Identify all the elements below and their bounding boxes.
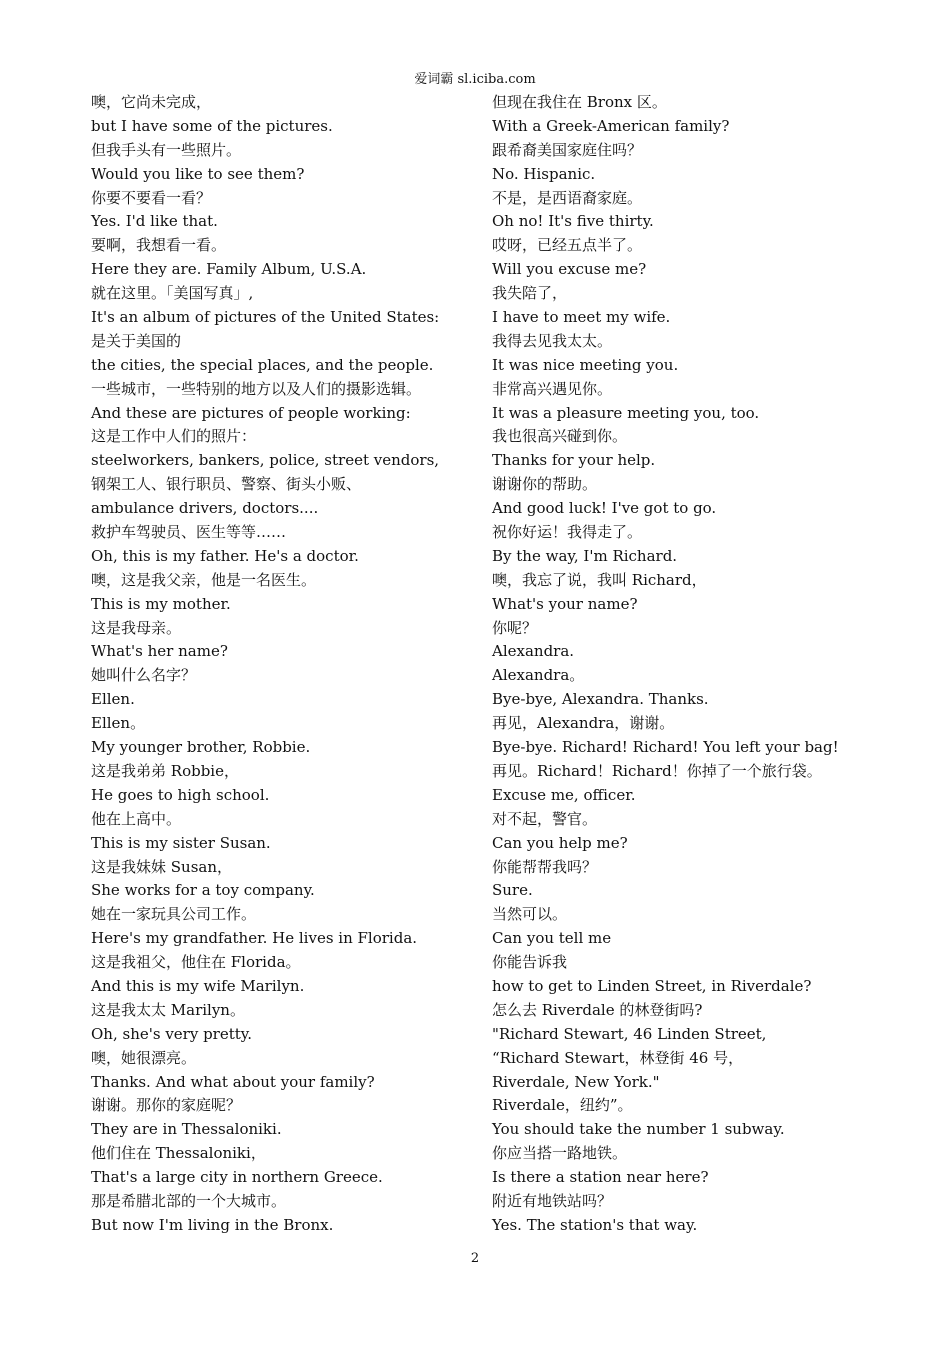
text-line: "Richard Stewart, 46 Linden Street, (492, 1024, 767, 1043)
text-line: I have to meet my wife. (492, 308, 671, 327)
text-line: 噢，她很漂亮。 (91, 1048, 197, 1067)
text-line: 噢，这是我父亲，他是一名医生。 (91, 570, 317, 589)
text-line: 我得去见我太太。 (492, 331, 613, 350)
right-column (492, 91, 912, 1238)
text-line: Thanks. And what about your family? (91, 1072, 375, 1091)
text-line: how to get to Linden Street, in Riverdale? (492, 976, 812, 995)
text-line: 他们住在 Thessaloniki， (91, 1144, 266, 1163)
text-line: 救护车驾驶员、医生等等…… (91, 523, 287, 542)
text-line: 他在上高中。 (91, 809, 182, 828)
text-line: Bye-bye. Richard! Richard! You left your bag! (492, 738, 839, 757)
text-line: Riverdale, New York." (492, 1072, 660, 1091)
text-line: Bye-bye, Alexandra. Thanks. (492, 690, 709, 709)
text-line: 哎呀，已经五点半了。 (492, 236, 643, 255)
text-line: What's her name? (91, 642, 228, 661)
text-line: 你应当搭一路地铁。 (492, 1144, 628, 1163)
text-line: It's an album of pictures of the United States: (91, 308, 440, 327)
text-line: Oh, this is my father. He's a doctor. (91, 546, 359, 565)
text-line: 你要不要看一看？ (91, 188, 212, 207)
text-line: 附近有地铁站吗？ (492, 1191, 613, 1210)
text-line: She works for a toy company. (91, 881, 315, 900)
text-line: 谢谢。那你的家庭呢？ (91, 1096, 242, 1115)
text-line: Ellen。 (91, 714, 146, 733)
text-line: Here's my grandfather. He lives in Florida. (91, 929, 418, 948)
text-line: ambulance drivers, doctors.... (91, 499, 319, 518)
text-line: Riverdale，纽约”。 (492, 1096, 633, 1115)
text-line: And this is my wife Marilyn. (91, 976, 305, 995)
text-line: but I have some of the pictures. (91, 116, 333, 135)
text-line: 谢谢你的帮助。 (492, 475, 598, 494)
text-line: It was a pleasure meeting you, too. (492, 403, 760, 422)
text-line: Will you excuse me? (492, 260, 647, 279)
text-line: 不是，是西语裔家庭。 (492, 188, 643, 207)
text-line: 这是我太太 Marilyn。 (91, 1000, 245, 1019)
text-line: Alexandra. (492, 642, 575, 661)
text-line: 对不起，警官。 (492, 809, 598, 828)
text-line: 她叫什么名字？ (91, 666, 197, 685)
text-line: 这是我祖父，他住在 Florida。 (91, 953, 301, 972)
text-line: 这是我妹妹 Susan， (91, 857, 233, 876)
text-line: 跟希裔美国家庭住吗？ (492, 140, 643, 159)
text-line: 这是我弟弟 Robbie， (91, 761, 239, 780)
page-header: 爱词霸 sl.iciba.com (414, 72, 536, 87)
text-line: 那是希腊北部的一个大城市。 (91, 1191, 287, 1210)
text-line: 钢架工人、银行职员、警察、街头小贩、 (91, 475, 362, 494)
text-line: Excuse me, officer. (492, 785, 636, 804)
text-line: Oh, she's very pretty. (91, 1024, 253, 1043)
text-line: 当然可以。 (492, 905, 568, 924)
text-line: This is my mother. (91, 594, 231, 613)
text-line: Is there a station near here? (492, 1168, 709, 1187)
text-line: And good luck! I've got to go. (492, 499, 717, 518)
text-line: 再见。Richard！Richard！你掉了一个旅行袋。 (492, 761, 822, 780)
text-line: 但我手头有一些照片。 (91, 140, 242, 159)
text-line: the cities, the special places, and the people. (91, 355, 434, 374)
page-number: 2 (470, 1251, 480, 1266)
text-line: With a Greek-American family? (492, 116, 730, 135)
text-line: You should take the number 1 subway. (492, 1120, 785, 1139)
text-line: This is my sister Susan. (91, 833, 271, 852)
text-line: 怎么去 Riverdale 的林登街吗? (492, 1000, 703, 1019)
text-line: 一些城市，一些特别的地方以及人们的摄影选辑。 (91, 379, 422, 398)
text-line: And these are pictures of people working: (91, 403, 411, 422)
text-line: Can you help me? (492, 833, 628, 852)
text-line: 就在这里。「美国写真」, (91, 284, 254, 303)
text-line: Ellen. (91, 690, 135, 709)
text-line: Can you tell me (492, 929, 612, 948)
text-line: That's a large city in northern Greece. (91, 1168, 383, 1187)
text-line: 非常高兴遇见你。 (492, 379, 613, 398)
text-line: Alexandra。 (492, 666, 585, 685)
text-line: By the way, I'm Richard. (492, 546, 678, 565)
text-line: 她在一家玩具公司工作。 (91, 905, 257, 924)
text-line: 你能帮帮我吗？ (492, 857, 598, 876)
text-line: Yes. The station's that way. (492, 1215, 698, 1234)
left-column (91, 91, 491, 1238)
text-line: Oh no! It's five thirty. (492, 212, 654, 231)
text-line: 是关于美国的 (91, 331, 182, 350)
text-line: 祝你好运！我得走了。 (492, 523, 643, 542)
text-line: No. Hispanic. (492, 164, 596, 183)
text-line: “Richard Stewart，林登街 46 号， (492, 1048, 744, 1067)
text-line: 噢，我忘了说，我叫 Richard， (492, 570, 707, 589)
text-line: 这是工作中人们的照片： (91, 427, 257, 446)
text-line: But now I'm living in the Bronx. (91, 1215, 334, 1234)
text-line: Here they are. Family Album, U.S.A. (91, 260, 367, 279)
text-line: 要啊，我想看一看。 (91, 236, 227, 255)
text-line: My younger brother, Robbie. (91, 738, 311, 757)
text-line: 这是我母亲。 (91, 618, 182, 637)
text-line: 我也很高兴碰到你。 (492, 427, 628, 446)
text-line: 噢，它尚未完成， (91, 93, 212, 111)
text-line: 你能告诉我 (492, 953, 568, 972)
text-line: What's your name? (492, 594, 638, 613)
text-line: steelworkers, bankers, police, street vendors, (91, 451, 440, 470)
text-line: It was nice meeting you. (492, 355, 679, 374)
text-line: Thanks for your help. (492, 451, 656, 470)
text-line: Sure. (492, 881, 533, 900)
text-line: 我失陪了， (492, 284, 568, 303)
text-line: Yes. I'd like that. (91, 212, 218, 231)
text-line: 再见，Alexandra，谢谢。 (492, 714, 675, 733)
text-line: 你呢？ (492, 618, 538, 637)
text-line: 但现在我住在 Bronx 区。 (492, 93, 667, 111)
text-line: They are in Thessaloniki. (91, 1120, 282, 1139)
text-line: Would you like to see them? (91, 164, 305, 183)
text-line: He goes to high school. (91, 785, 270, 804)
